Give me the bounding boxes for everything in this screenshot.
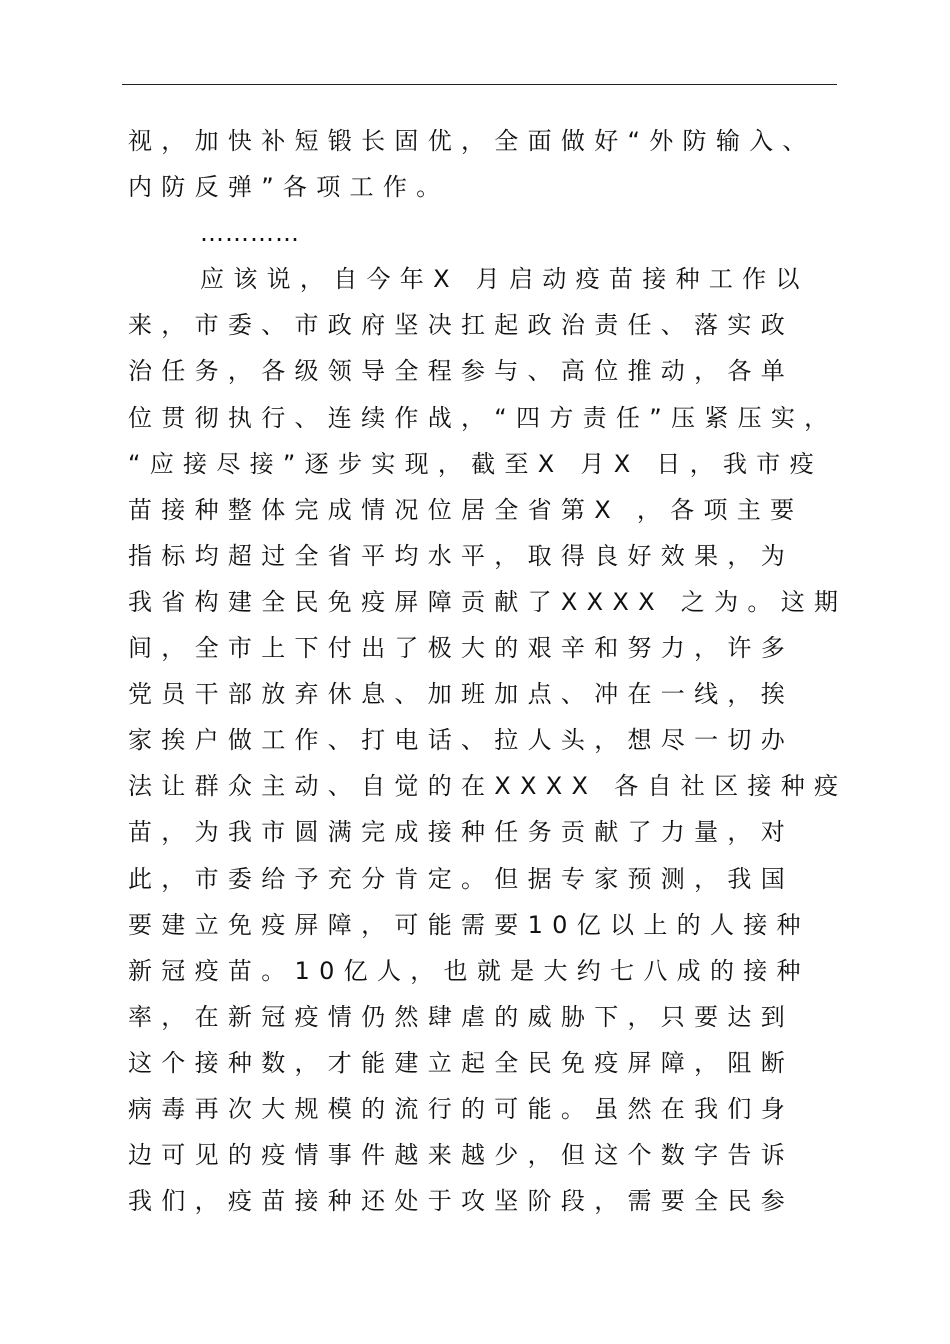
text-line: 指标均超过全省平均水平，取得良好效果，为 <box>128 541 794 570</box>
text-line: 家挨户做工作、打电话、拉人头，想尽一切办 <box>128 726 794 755</box>
text-line: 病毒再次大规模的流行的可能。虽然在我们身 <box>128 1094 794 1123</box>
text-line: “应接尽接”逐步实现，截至X 月X 日，我市疫 <box>128 449 823 478</box>
text-line: 要建立免疫屏障，可能需要10亿以上的人接种 <box>128 910 810 939</box>
paragraph-start-line: 应该说，自今年X 月启动疫苗接种工作以 <box>200 265 809 294</box>
text-line: 内防反弹”各项工作。 <box>128 173 450 202</box>
text-line: 此，市委给予充分肯定。但据专家预测，我国 <box>128 864 794 893</box>
document-body <box>128 118 888 1224</box>
text-line: 边可见的疫情事件越来越少，但这个数字告诉 <box>128 1141 794 1170</box>
text-line: 新冠疫苗。10亿人，也就是大约七八成的接种 <box>128 956 810 985</box>
text-line: 党员干部放弃休息、加班加点、冲在一线，挨 <box>128 680 794 709</box>
text-line: 来，市委、市政府坚决扛起政治责任、落实政 <box>128 311 794 340</box>
text-line: 治任务，各级领导全程参与、高位推动，各单 <box>128 357 794 386</box>
text-line: 我们，疫苗接种还处于攻坚阶段，需要全民参 <box>128 1187 794 1216</box>
text-line: 这个接种数，才能建立起全民免疫屏障，阻断 <box>128 1048 794 1077</box>
ellipsis-line: ………… <box>200 219 300 248</box>
text-line: 率，在新冠疫情仍然肆虐的威胁下，只要达到 <box>128 1002 794 1031</box>
text-line: 间，全市上下付出了极大的艰辛和努力，许多 <box>128 634 794 663</box>
text-line: 位贯彻执行、连续作战，“四方责任”压紧压实， <box>128 403 838 432</box>
text-line: 苗接种整体完成情况位居全省第X ，各项主要 <box>128 495 804 524</box>
text-line: 视，加快补短锻长固优，全面做好“外防输入、 <box>128 127 816 155</box>
text-line: 我省构建全民免疫屏障贡献了XXXX 之为。这期 <box>128 587 848 616</box>
header-rule <box>122 84 837 85</box>
text-line: 苗，为我市圆满完成接种任务贡献了力量，对 <box>128 818 794 847</box>
text-line: 法让群众主动、自觉的在XXXX 各自社区接种疫 <box>128 772 848 801</box>
